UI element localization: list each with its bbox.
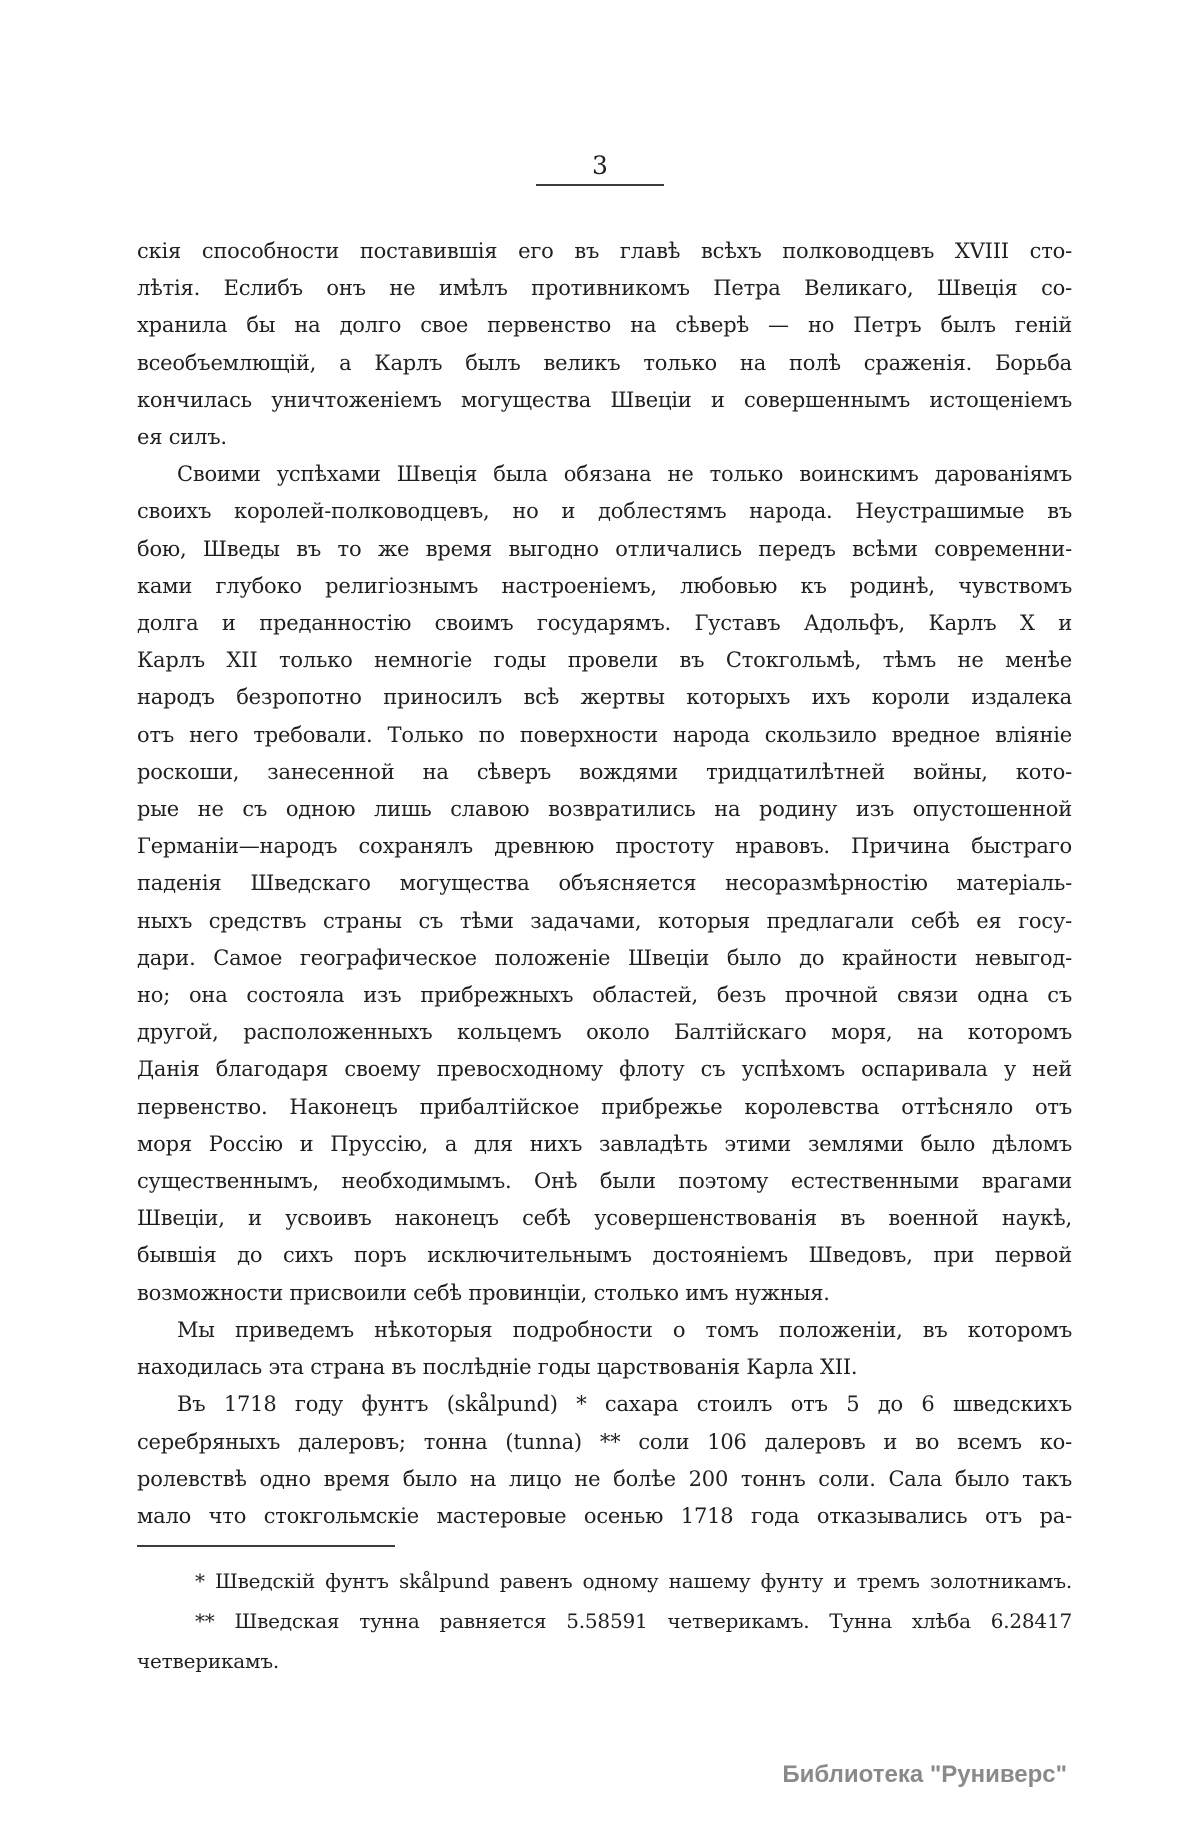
text-line: своихъ королей-полководцевъ, но и доблестямъ народа. Неустрашимые въ [137, 499, 1072, 524]
text-line: дари. Самое географическое положеніе Швеціи было до крайности невыгод- [137, 945, 1072, 970]
text-line: * Шведскій фунтъ skålpund равенъ одному нашему фунту и тремъ золотникамъ. [195, 1569, 1072, 1593]
text-line: роскоши, занесенной на сѣверъ вождями тридцатилѣтней войны, кото- [137, 759, 1072, 784]
text-line: народъ безропотно приносилъ всѣ жертвы которыхъ ихъ короли издалека [137, 685, 1072, 710]
paragraph [137, 1561, 1072, 1601]
text-line: Своими успѣхами Швеція была обязана не только воинскимъ дарованіямъ [177, 462, 1072, 487]
text-line: ролевствѣ одно время было на лицо не болѣе 200 тоннъ соли. Сала было такъ [137, 1466, 1072, 1491]
text-line: рые не съ одною лишь славою возвратились на родину изъ опустошенной [137, 797, 1072, 822]
text-line: четверикамъ. [137, 1649, 280, 1673]
text-line: ея силъ. [137, 425, 227, 450]
paragraph [137, 1601, 1072, 1681]
text-line: первенство. Наконецъ прибалтійское прибрежье королевства оттѣсняло отъ [137, 1094, 1072, 1119]
text-line: всеобъемлющій, а Карлъ былъ великъ только на полѣ сраженія. Борьба [137, 350, 1072, 375]
text-line: Германіи—народъ сохранялъ древнюю простоту нравовъ. Причина быстраго [137, 834, 1072, 859]
text-line: существеннымъ, необходимымъ. Онѣ были поэтому естественными врагами [137, 1169, 1072, 1194]
text-line: кончилась уничтоженіемъ могущества Швеціи и совершеннымъ истощеніемъ [137, 387, 1072, 412]
paragraph [137, 456, 1072, 1312]
text-line: ныхъ средствъ страны съ тѣми задачами, которыя предлагали себѣ ея госу- [137, 908, 1072, 933]
text-line: паденія Шведскаго могущества объясняется несоразмѣрностію матеріаль- [137, 871, 1072, 896]
text-line: долга и преданностію своимъ государямъ. Густавъ Адольфъ, Карлъ X и [137, 611, 1072, 636]
footnotes-list [137, 1561, 1072, 1681]
text-line: Данія благодаря своему превосходному флоту съ успѣхомъ оспаривала у ней [137, 1057, 1072, 1082]
page-number-rule [536, 184, 664, 186]
text-line: Въ 1718 году фунтъ (skålpund) * сахара стоилъ отъ 5 до 6 шведскихъ [177, 1392, 1072, 1417]
text-line: бывшія до сихъ поръ исключительнымъ достояніемъ Шведовъ, при первой [137, 1243, 1072, 1268]
text-line: мало что стокгольмскіе мастеровые осенью 1718 года отказывались отъ ра- [137, 1503, 1072, 1528]
library-watermark: Библиотека "Руниверс" [782, 1761, 1067, 1788]
paragraph [137, 233, 1072, 456]
text-line: серебряныхъ далеровъ; тонна (tunna) ** соли 106 далеровъ и во всемъ ко- [137, 1429, 1072, 1454]
text-line: моря Россію и Пруссію, а для нихъ завладѣть этими землями было дѣломъ [137, 1131, 1072, 1156]
text-line: лѣтія. Еслибъ онъ не имѣлъ противникомъ Петра Великаго, Швеція со- [137, 276, 1072, 301]
text-line: Швеціи, и усвоивъ наконецъ себѣ усовершенствованія въ военной наукѣ, [137, 1206, 1072, 1231]
text-line: хранила бы на долго свое первенство на сѣверѣ — но Петръ былъ геній [137, 313, 1072, 338]
text-line: Мы приведемъ нѣкоторыя подробности о томъ положеніи, въ которомъ [177, 1317, 1072, 1342]
footnote-separator-rule [137, 1545, 395, 1547]
text-line: ками глубоко религіознымъ настроеніемъ, любовью къ родинѣ, чувствомъ [137, 573, 1072, 598]
text-line: возможности присвоили себѣ провинціи, столько имъ нужныя. [137, 1280, 830, 1305]
text-line: ** Шведская тунна равняется 5.58591 четверикамъ. Тунна хлѣба 6.28417 [195, 1609, 1072, 1633]
text-line: скія способности поставившія его въ главѣ всѣхъ полководцевъ XVIII сто- [137, 239, 1072, 263]
text-line: Карлъ XII только немногіе годы провели въ Стокгольмѣ, тѣмъ не менѣе [137, 648, 1072, 673]
text-line: отъ него требовали. Только по поверхности народа скользило вредное вліяніе [137, 722, 1072, 747]
text-line: бою, Шведы въ то же время выгодно отличались передъ всѣми современни- [137, 536, 1072, 561]
footnotes-section [137, 1545, 1072, 1681]
text-line: но; она состояла изъ прибрежныхъ областей, безъ прочной связи одна съ [137, 983, 1072, 1008]
page-number: 3 [592, 151, 608, 180]
body-text [137, 233, 1072, 1535]
text-line: другой, расположенныхъ кольцемъ около Балтійскаго моря, на которомъ [137, 1020, 1072, 1045]
paragraph [137, 1312, 1072, 1386]
text-line: находилась эта страна въ послѣдніе годы царствованія Карла XII. [137, 1355, 858, 1380]
page-header [0, 152, 1200, 186]
paragraph [137, 1386, 1072, 1535]
